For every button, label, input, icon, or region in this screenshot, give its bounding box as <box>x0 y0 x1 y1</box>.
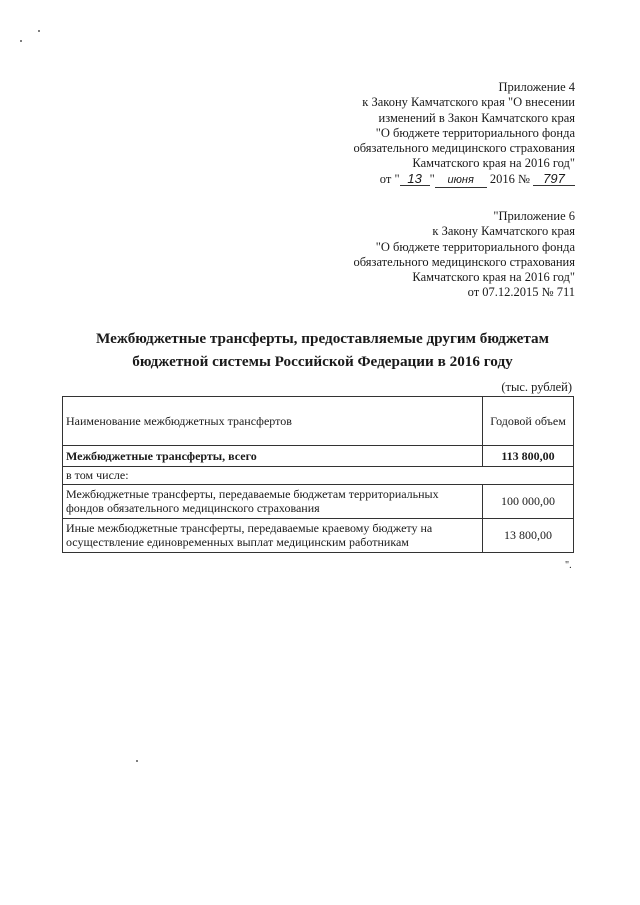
scan-speck <box>38 30 40 32</box>
date-day-handwritten: 13 <box>400 172 430 186</box>
appendix-6-line: "О бюджете территориального фонда <box>375 239 575 254</box>
scan-speck <box>20 40 22 42</box>
law-number-handwritten: 797 <box>533 172 575 186</box>
table-including-row <box>63 467 574 485</box>
table-header-row <box>63 397 574 446</box>
appendix-4-line: "О бюджете территориального фонда <box>375 125 575 140</box>
date-prefix: от " <box>379 171 400 186</box>
including-cell: в том числе: <box>63 467 574 485</box>
appendix-4-date-line <box>275 172 575 188</box>
appendix-4-line: Приложение 4 <box>498 80 575 94</box>
date-month-handwritten: июня <box>435 174 487 188</box>
appendix-6-line: к Закону Камчатского края <box>432 224 575 239</box>
transfers-table <box>62 396 574 553</box>
document-title <box>70 327 575 373</box>
appendix-4-line: к Закону Камчатского края "О внесении <box>362 95 575 110</box>
table-row <box>63 484 574 518</box>
table-total-row <box>63 446 574 467</box>
closing-quote: ". <box>565 560 572 571</box>
appendix-6-line: Камчатского края на 2016 год" <box>412 270 575 285</box>
appendix-4-header <box>275 80 575 188</box>
appendix-4-line: Камчатского края на 2016 год" <box>412 156 575 171</box>
date-year: 2016 № <box>489 171 530 186</box>
row-value-cell: 13 800,00 <box>483 518 574 552</box>
header-name-cell: Наименование межбюджетных трансфертов <box>63 397 483 446</box>
row-value-cell: 100 000,00 <box>483 484 574 518</box>
appendix-4-line: обязательного медицинского страхования <box>353 141 575 156</box>
appendix-6-line: "Приложение 6 <box>493 209 575 223</box>
date-quote-close: " <box>429 171 435 186</box>
row-name-cell: Иные межбюджетные трансферты, передаваемые краевому бюджету на осуществление единовременных выплат медицинским работникам <box>63 518 483 552</box>
total-name-cell: Межбюджетные трансферты, всего <box>63 446 483 467</box>
table-row <box>63 518 574 552</box>
units-label: (тыс. рублей) <box>501 380 572 394</box>
title-line-2: бюджетной системы Российской Федерации в 2016 году <box>132 353 513 370</box>
appendix-6-line: обязательного медицинского страхования <box>353 254 575 269</box>
appendix-6-line: от 07.12.2015 № 711 <box>467 285 575 300</box>
total-value-cell: 113 800,00 <box>483 446 574 467</box>
scan-speck <box>136 760 138 762</box>
appendix-4-line: изменений в Закон Камчатского края <box>378 110 575 125</box>
header-value-cell: Годовой объем <box>483 397 574 446</box>
appendix-6-header <box>275 209 575 301</box>
row-name-cell: Межбюджетные трансферты, передаваемые бюджетам территориальных фондов обязательного медицинского страхования <box>63 484 483 518</box>
title-line-1: Межбюджетные трансферты, предоставляемые другим бюджетам <box>96 330 549 347</box>
